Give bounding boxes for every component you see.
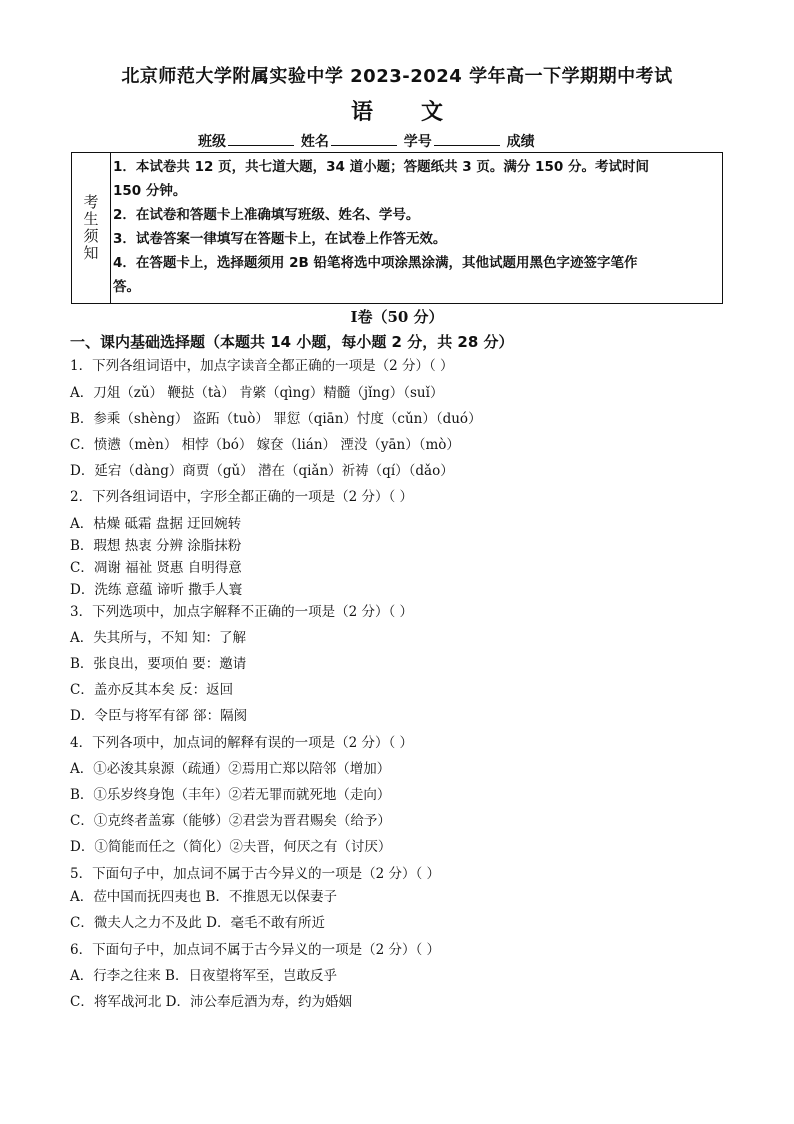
student-info-line [198, 131, 535, 151]
notice-item: 1．本试卷共 12 页，共七道大题，34 道小题；答题纸共 3 页。满分 150 分。考试时间 [113, 159, 649, 175]
question-line: D．令臣与将军有郤 郤：隔阂 [70, 708, 248, 724]
question-line: 5．下面句子中，加点词不属于古今异义的一项是（2 分）（ ） [70, 866, 441, 882]
exam-title: 北京师范大学附属实验中学 2023-2024 学年高一下学期期中考试 [121, 66, 673, 87]
question-line: D．洗练 意蕴 谛听 撒手人寰 [70, 582, 243, 598]
question-line: A．行李之往来 B．日夜望将军至，岂敢反乎 [70, 968, 337, 984]
subject-title: 语文 [350, 100, 491, 125]
notice-body [111, 153, 722, 303]
notice-label-cell [72, 153, 111, 303]
student-id-blank[interactable] [434, 133, 500, 146]
class-label: 班级 [198, 134, 226, 150]
question-line: C．①克终者盖寡（能够）②君尝为晋君赐矣（给予） [70, 813, 391, 829]
question-line: A．失其所与，不知 知：了解 [70, 630, 247, 646]
class-blank[interactable] [228, 133, 294, 146]
notice-item: 2．在试卷和答题卡上准确填写班级、姓名、学号。 [113, 207, 420, 223]
name-label: 姓名 [300, 134, 329, 150]
question-line: B．参乘（shèng） 盗跖（tuò） 罪愆（qiān）忖度（cǔn）（duó） [70, 411, 482, 427]
section-heading: Ⅰ卷（50 分） [350, 308, 444, 326]
name-blank[interactable] [331, 133, 397, 146]
notice-item: 答。 [113, 279, 140, 295]
question-line: B．张良出，要项伯 要：邀请 [70, 656, 247, 672]
exam-notice-box [71, 152, 723, 304]
question-line: 6．下面句子中，加点词不属于古今异义的一项是（2 分）（ ） [70, 942, 441, 958]
question-line: D．延宕（dàng）商贾（gǔ） 潜在（qiǎn）祈祷（qí）（dǎo） [70, 463, 454, 479]
question-line: 3．下列选项中，加点字解释不正确的一项是（2 分）（ ） [70, 604, 414, 620]
question-line: C．将军战河北 D．沛公奉卮酒为寿，约为婚姻 [70, 994, 352, 1010]
notice-item: 3．试卷答案一律填写在答题卡上，在试卷上作答无效。 [113, 231, 447, 247]
question-line: A．莅中国而抚四夷也 B．不推恩无以保妻子 [70, 889, 337, 905]
question-line: A．枯燥 砥霜 盘据 迂回婉转 [70, 516, 242, 532]
question-line: B．①乐岁终身饱（丰年）②若无罪而就死地（走向） [70, 787, 391, 803]
question-line: 1．下列各组词语中，加点字读音全都正确的一项是（2 分）（ ） [70, 358, 454, 374]
notice-item: 4．在答题卡上，选择题须用 2B 铅笔将选中项涂黑涂满，其他试题用黑色字迹签字笔作 [113, 255, 638, 271]
question-line: 2．下列各组词语中，字形全都正确的一项是（2 分）（ ） [70, 489, 414, 505]
question-line: A．①必浚其泉源（疏通）②焉用亡郑以陪邻（增加） [70, 761, 391, 777]
question-line: C．愤懑（mèn） 相悖（bó） 嫁奁（lián） 湮没（yān）（mò） [70, 437, 460, 453]
part-heading: 一、课内基础选择题（本题共 14 小题，每小题 2 分，共 28 分） [70, 333, 514, 351]
question-line: C．盖亦反其本矣 反：返回 [70, 682, 234, 698]
question-line: D．①简能而任之（简化）②夫晋，何厌之有（讨厌） [70, 839, 392, 855]
question-line: 4．下列各项中，加点词的解释有误的一项是（2 分）（ ） [70, 735, 414, 751]
score-label: 成绩 [506, 134, 535, 150]
question-line: C．微夫人之力不及此 D．毫毛不敢有所近 [70, 915, 325, 931]
question-line: C．凋谢 福祉 贤惠 自明得意 [70, 560, 242, 576]
notice-label: 考生须知 [81, 194, 100, 262]
notice-item: 150 分钟。 [113, 183, 187, 199]
student-id-label: 学号 [403, 134, 432, 150]
question-line: A．刀俎（zǔ） 鞭挞（tà） 肯綮（qìng）精髓（jǐng）（suǐ） [70, 385, 444, 401]
question-line: B．瑕想 热衷 分辨 涂脂抹粉 [70, 538, 242, 554]
